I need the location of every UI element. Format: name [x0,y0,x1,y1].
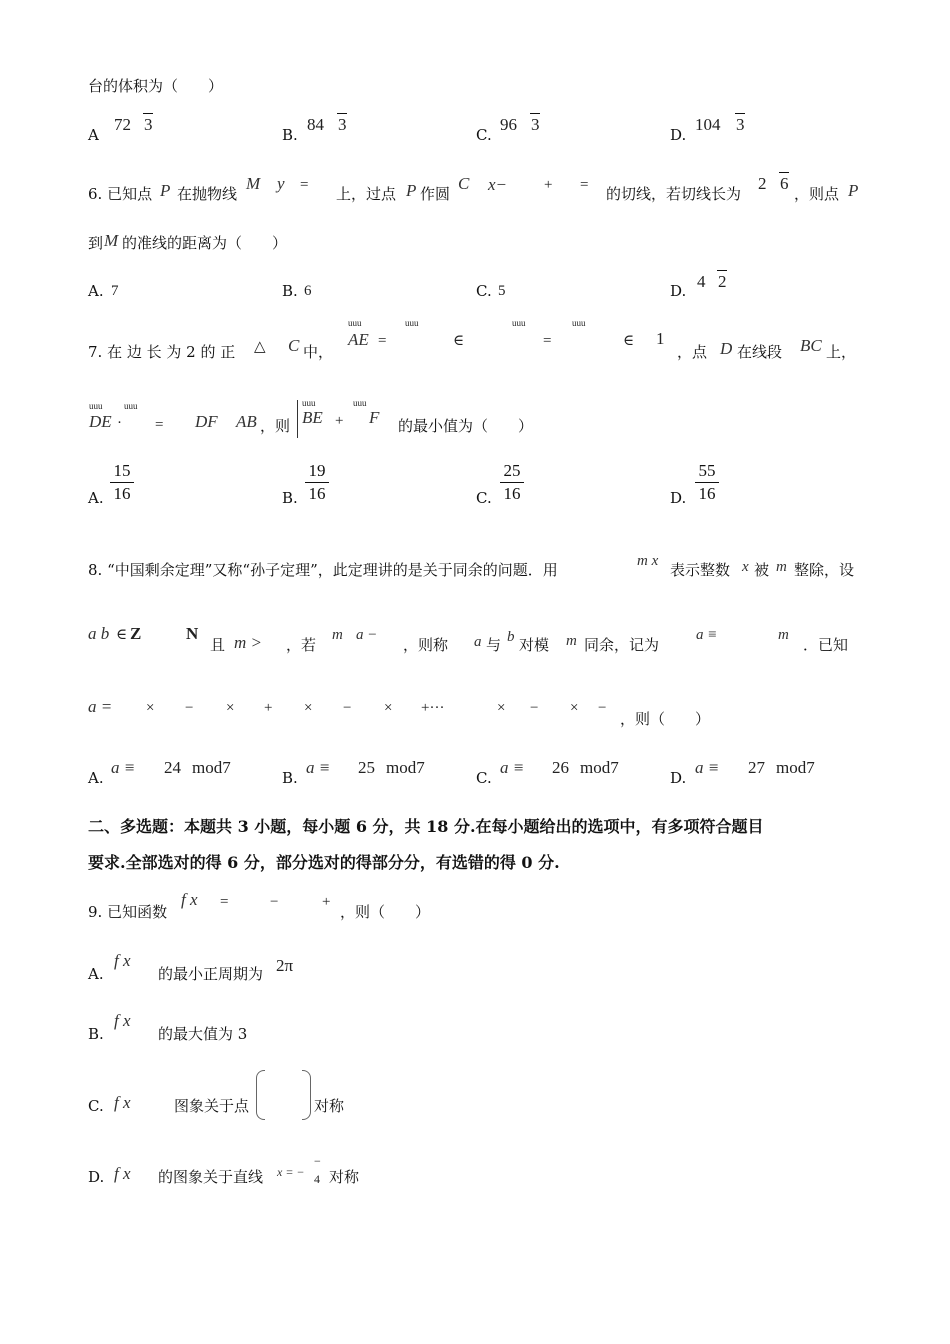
q6-option-b-label: B. [282,282,298,300]
q7-triangle-symbol: △ [254,339,266,355]
q8-line3-tail: ，则（ ） [620,710,711,728]
q8-a: a [474,634,482,650]
q5-option-a-label: A [88,126,99,144]
q7-vector-df: DF [195,412,218,431]
q5-option-b-radical [337,113,347,114]
q8-cond-a: a − [356,627,378,643]
q9-minus: − [270,894,279,910]
q7-vector-de: DE [89,412,112,431]
q5-option-c-label: C. [476,126,492,144]
q8-term-3: × [226,700,235,716]
q6-point-p2: P [406,181,417,200]
q7-vector-arrow-2: uuu [405,318,419,328]
section-2-heading-line1: 二、多选题：本题共 3 小题，每小题 6 分，共 18 分.在每小题给出的选项中，有多项符合题目 [88,817,764,836]
q8-line1-text-d: 整除，设 [794,561,855,579]
q7-vector-arrow-ae: uuu [348,318,362,328]
q7-abs-plus: + [335,413,344,429]
q9-plus: + [322,894,331,910]
q9-option-a-label: A. [88,965,104,983]
q9-option-d-denominator: 4 [314,1172,320,1186]
q8-congruent: 同余，记为 [584,636,660,654]
q9-option-c-text: 图象关于点 [174,1097,250,1115]
q9-option-b-text: 的最大值为 3 [158,1025,248,1043]
q9-eq: = [220,894,229,910]
q8-term-4: + [264,700,273,716]
q8-term-6: − [343,700,352,716]
q7-option-d-denominator: 16 [698,484,716,503]
q8-option-c-value: 26 [552,758,569,777]
q7-text-min: 的最小值为（ ） [398,417,534,435]
q7-in-symbol-2: ∈ [623,333,635,349]
q6-parabola-y: y [277,174,285,193]
q7-vector-ab: AB [236,412,257,431]
q9-option-d-text: 的图象关于直线 [158,1168,264,1186]
q6-circle-x: x− [488,175,508,194]
q9-option-d-label: D. [88,1168,105,1186]
q8-option-a-value: 24 [164,758,181,777]
q7-vector-arrow-3: uuu [512,318,526,328]
q6-tangent-six: 6 [780,174,789,193]
q8-option-b-value: 25 [358,758,375,777]
q6-text-tangent: 的切线，若切线长为 [606,185,742,203]
q7-option-a-fraction [110,461,134,504]
q7-vector-f: F [369,408,380,427]
q9-option-c-fx: f x [114,1093,131,1112]
section-2-heading-line2: 要求.全部选对的得 6 分，部分选对的得部分分，有选错的得 0 分. [88,853,560,872]
q7-triangle-c: C [288,336,300,355]
q7-vector-arrow-5: uuu [124,401,138,411]
q9-option-c-left-paren [256,1070,265,1120]
q6-option-d-radical [717,270,727,271]
q7-option-a-denominator: 16 [113,484,131,503]
q5-option-d-label: D. [670,126,687,144]
q6-option-d-value: 4 [697,272,706,291]
q8-term-9: × [497,700,506,716]
q9-option-c-label: C. [88,1097,104,1115]
q5-option-a-radical [143,113,153,114]
q8-if: ，若 [286,636,317,654]
q6-text-parabola: 在抛物线 [177,185,238,203]
q7-text-segment: 在线段 [737,343,783,361]
q7-option-b-label: B. [282,489,298,507]
q8-in-z: ∈ [116,627,128,643]
q6-option-d-label: D. [670,282,687,300]
q6-option-b-value: 6 [304,283,312,299]
q6-text-then: ，则点 [794,185,840,203]
q8-then-called: ，则称 [403,636,449,654]
q8-ab: a b [88,624,110,643]
q6-line2-text: 的准线的距离为（ ） [122,234,288,252]
q9-option-d-fx: f x [114,1164,131,1183]
q8-term-5: × [304,700,313,716]
q7-abs-bar-left [297,400,298,438]
q7-option-c-numerator: 25 [503,461,521,480]
q6-parabola-m: M [246,174,261,193]
q7-eq-2: = [543,333,552,349]
q8-m: m [776,559,787,575]
q9-option-d-x: x = − [277,1165,305,1179]
q7-option-b-denominator: 16 [308,484,326,503]
q6-line2-to: 到 [88,234,104,252]
q8-line1-text: 8. “中国剩余定理”又称“孙子定理”，此定理讲的是关于同余的问题．用 [88,561,558,579]
q9-option-d-tail: 对称 [329,1168,360,1186]
q5-text: 台的体积为（ ） [88,77,224,95]
q8-cond-m: m [332,627,343,643]
q5-option-c-radical [530,113,540,114]
q8-option-a-mod: mod7 [192,758,231,777]
q9-prefix: 9. 已知函数 [88,903,168,921]
q8-option-a-label: A. [88,769,104,787]
q6-text-through: 上，过点 [336,185,397,203]
q9-option-a-text: 的最小正周期为 [158,965,264,983]
q6-option-a-label: A. [88,282,104,300]
q9-option-c-tail: 对称 [314,1097,345,1115]
q8-term-8: +··· [421,700,445,716]
q5-option-c-root: 3 [531,115,540,134]
q9-option-b-label: B. [88,1025,104,1043]
q8-option-d-mod: mod7 [776,758,815,777]
q7-option-c-label: C. [476,489,492,507]
q7-option-d-numerator: 55 [698,461,716,480]
q8-z: Z [130,624,142,643]
q8-a-equiv: a ≡ [696,627,718,643]
q8-option-b-label: B. [282,769,298,787]
q8-option-d-label: D. [670,769,687,787]
q8-modulo: 对模 [519,636,550,654]
q5-option-d-radical [735,113,745,114]
q7-vector-arrow-f: uuu [353,398,367,408]
q7-in-symbol-1: ∈ [453,333,465,349]
q5-option-d-root: 3 [736,115,745,134]
q6-text-circle: 作圆 [420,185,451,203]
q8-mx: m x [637,553,659,569]
q5-option-c-value: 96 [500,115,517,134]
q7-option-d-fraction [695,461,719,504]
q8-m-gt: m > [234,633,262,652]
q7-option-b-fraction [305,461,329,504]
q5-option-a-value: 72 [114,115,131,134]
q8-line1-text-c: 被 [754,561,770,579]
q7-vector-be: BE [302,408,323,427]
q7-option-c-denominator: 16 [503,484,521,503]
q8-line1-text-b: 表示整数 [670,561,731,579]
q6-circle-plus: + [544,177,553,193]
q6-option-d-root: 2 [718,272,727,291]
q7-de-eq: = [155,417,164,433]
q6-prefix: 6. 已知点 [88,185,153,203]
q7-one: 1 [656,329,665,348]
q9-option-c-right-paren [302,1070,311,1120]
q7-option-b-numerator: 19 [308,461,326,480]
q8-m-3: m [778,627,789,643]
q7-option-c-fraction [500,461,524,504]
q6-point-p3: P [848,181,859,200]
q7-option-a-numerator: 15 [113,461,131,480]
q8-option-b-a: a ≡ [306,758,331,777]
q6-tangent-two: 2 [758,174,767,193]
q7-de-dot: · [117,415,122,431]
q5-option-b-label: B. [282,126,298,144]
q9-option-a-value: 2π [276,956,294,975]
q8-option-d-a: a ≡ [695,758,720,777]
q8-option-c-a: a ≡ [500,758,525,777]
q9-option-b-fx: f x [114,1011,131,1030]
q7-text-then: ，则 [260,417,291,435]
q7-option-d-label: D. [670,489,687,507]
q9-option-d-numerator: − [314,1154,321,1168]
q6-option-c-value: 5 [498,283,506,299]
q7-point-d: D [720,339,733,358]
q9-then: ，则（ ） [340,903,431,921]
q7-text-in: 中， [303,343,334,361]
q8-term-11: × [570,700,579,716]
q5-option-a-root: 3 [144,115,153,134]
q6-option-c-label: C. [476,282,492,300]
q5-option-b-value: 84 [307,115,324,134]
q8-and-2: 与 [486,636,502,654]
q6-circle-c: C [458,174,470,193]
q7-vector-arrow-de: uuu [89,401,103,411]
q7-ae-eq: = [378,333,387,349]
q5-option-b-root: 3 [338,115,347,134]
q8-known: ．已知 [803,636,849,654]
q8-term-10: − [530,700,539,716]
q7-text-on: 上， [826,343,857,361]
q6-line2-m: M [104,231,119,250]
q8-term-12: − [598,700,607,716]
q8-option-b-mod: mod7 [386,758,425,777]
q6-tangent-radical [779,172,789,173]
q8-term-1: × [146,700,155,716]
q7-text-point: ，点 [677,343,708,361]
q6-point-p: P [160,181,171,200]
q8-option-c-mod: mod7 [580,758,619,777]
q9-fx: f x [181,890,198,909]
q6-parabola-eq: = [300,177,309,193]
q8-x: x [742,559,749,575]
q8-term-7: × [384,700,393,716]
q7-vector-arrow-4: uuu [572,318,586,328]
q7-option-a-label: A. [88,489,104,507]
q7-vector-ae: AE [348,330,369,349]
q8-b: b [507,629,515,645]
q5-option-d-value: 104 [695,115,721,134]
q6-circle-eq: = [580,177,589,193]
q8-option-a-a: a ≡ [111,758,136,777]
q7-vector-arrow-be: uuu [302,398,316,408]
q7-prefix: 7. 在 边 长 为 2 的 正 [88,343,236,361]
q8-option-c-label: C. [476,769,492,787]
q7-segment-bc: BC [800,336,822,355]
q8-term-2: − [185,700,194,716]
q8-a-def: a = [88,697,113,716]
q8-m-2: m [566,633,577,649]
q8-n: N [186,624,199,643]
q6-option-a-value: 7 [111,283,119,299]
q8-and: 且 [210,636,226,654]
q8-option-d-value: 27 [748,758,765,777]
q9-option-a-fx: f x [114,951,131,970]
